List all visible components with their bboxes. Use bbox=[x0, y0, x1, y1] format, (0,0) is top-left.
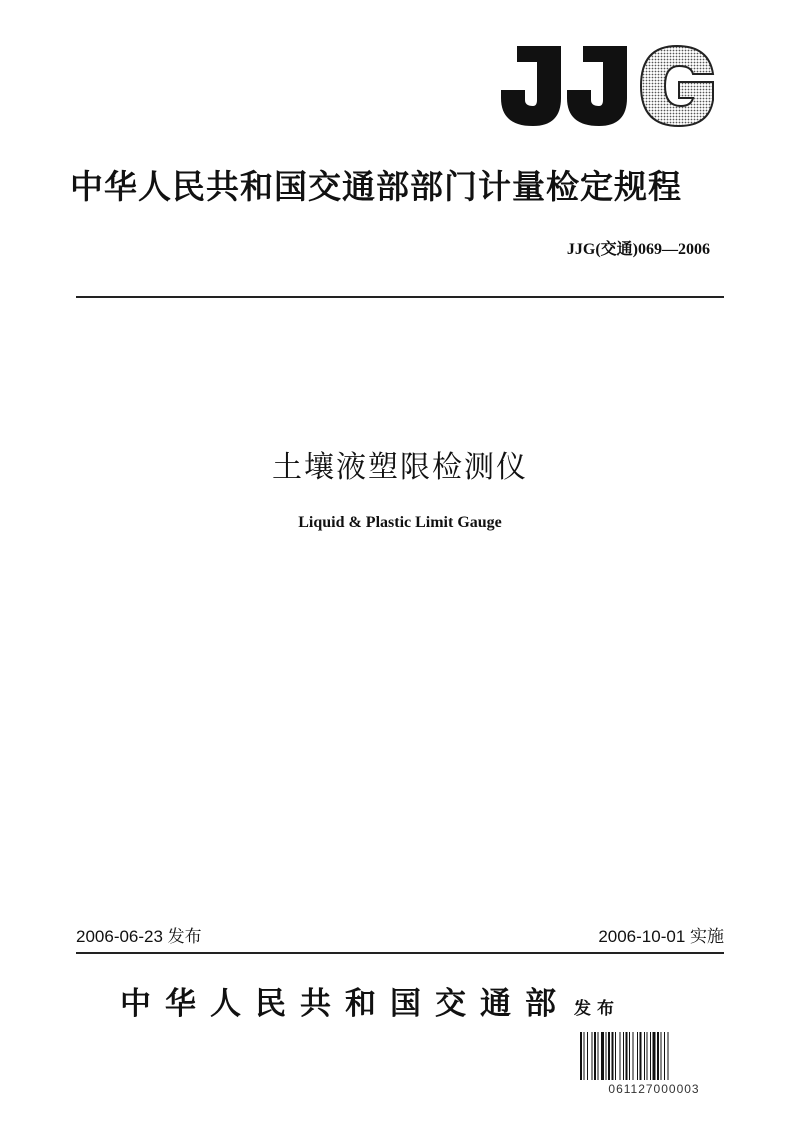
barcode bbox=[580, 1032, 728, 1080]
issue-date: 2006-06-23 发布 bbox=[76, 927, 202, 946]
publisher-name: 中华人民共和国交通部 bbox=[120, 986, 570, 1022]
publisher bbox=[120, 978, 620, 1023]
header-divider bbox=[76, 296, 724, 298]
regulation-category-title: 中华人民共和国交通部部门计量检定规程 bbox=[70, 167, 682, 206]
standard-code: JJG(交通)069—2006 bbox=[566, 241, 710, 258]
document-title-english: Liquid & Plastic Limit Gauge bbox=[298, 514, 502, 531]
publisher-suffix: 发布 bbox=[574, 999, 620, 1019]
jjg-logo bbox=[495, 40, 725, 132]
footer-divider bbox=[76, 952, 724, 954]
implementation-date: 2006-10-01 实施 bbox=[598, 927, 724, 946]
barcode-number: 061127000003 bbox=[608, 1082, 700, 1093]
document-title: 土壤液塑限检测仪 bbox=[272, 450, 528, 485]
